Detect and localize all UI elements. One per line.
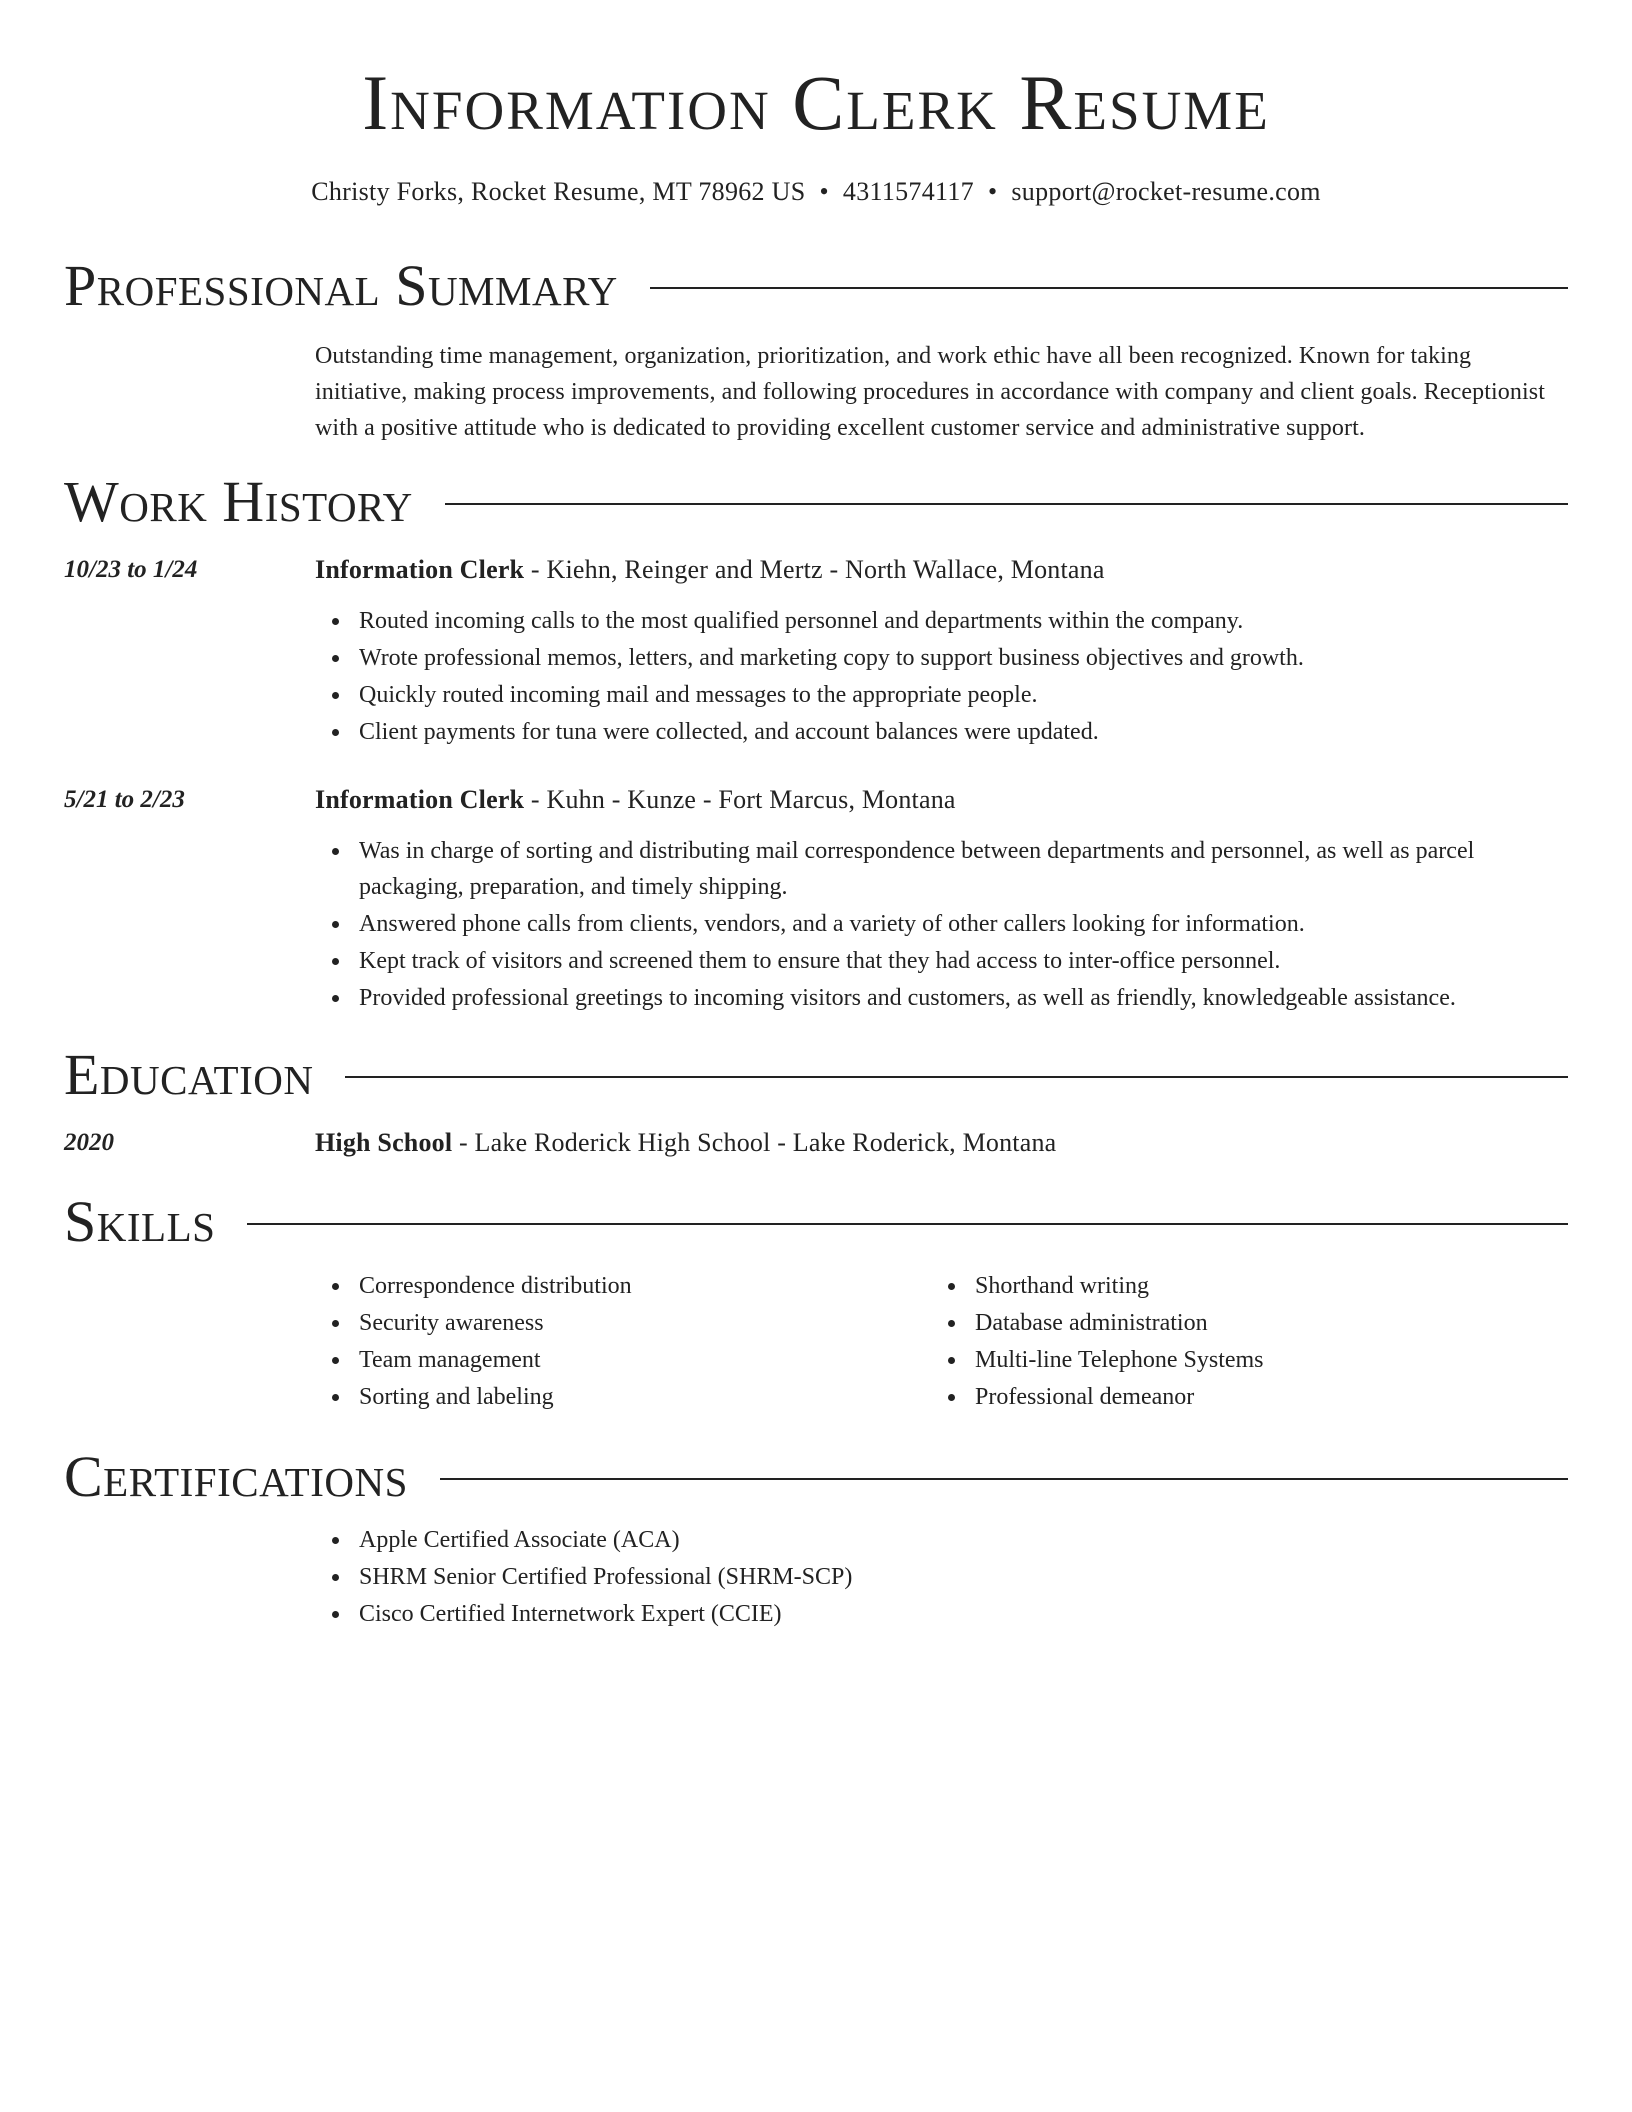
skill-item: Database administration bbox=[975, 1305, 1632, 1341]
list-item: Answered phone calls from clients, vendors, and a variety of other callers looking for information. bbox=[359, 906, 1568, 942]
list-item: Client payments for tuna were collected, and account balances were updated. bbox=[359, 714, 1568, 750]
skill-item: Sorting and labeling bbox=[359, 1379, 1568, 1415]
skills-list-right bbox=[931, 1268, 1632, 1416]
section-divider bbox=[247, 1223, 1568, 1225]
certification-item: Cisco Certified Internetwork Expert (CCIE) bbox=[359, 1596, 1568, 1632]
job-1-bullets bbox=[315, 603, 1568, 751]
job-2-dates: 5/21 to 2/23 bbox=[64, 786, 185, 813]
summary-paragraph: Outstanding time management, organization, prioritization, and work ethic have all been recognized. Known for taking initiative, making process improvements, and following procedures in accordance with company and client goals. Receptionist with a positive attitude who is dedicated to providing excellent customer service and administrative support. bbox=[315, 343, 1545, 441]
section-divider bbox=[440, 1478, 1568, 1480]
list-item: Wrote professional memos, letters, and marketing copy to support business objectives and growth. bbox=[359, 640, 1568, 676]
contact-line bbox=[0, 174, 1632, 210]
job-1-details: - Kiehn, Reinger and Mertz - North Wallace, Montana bbox=[524, 555, 1105, 584]
skill-item: Shorthand writing bbox=[975, 1268, 1632, 1304]
list-item: Routed incoming calls to the most qualified personnel and departments within the company. bbox=[359, 603, 1568, 639]
education-degree: High School bbox=[315, 1128, 453, 1157]
skills-heading-text: Skills bbox=[64, 1189, 216, 1254]
section-divider bbox=[345, 1076, 1568, 1078]
education-section-heading bbox=[64, 1043, 1568, 1107]
education-details: - Lake Roderick High School - Lake Roderick, Montana bbox=[452, 1128, 1057, 1157]
work-heading-text: Work History bbox=[64, 469, 413, 534]
page-title: Information Clerk Resume bbox=[362, 59, 1270, 146]
skill-item: Team management bbox=[359, 1342, 1568, 1378]
job-1-heading bbox=[315, 552, 1568, 588]
certification-item: Apple Certified Associate (ACA) bbox=[359, 1522, 1568, 1558]
certifications-list bbox=[315, 1522, 1568, 1633]
job-1-title: Information Clerk bbox=[315, 555, 525, 584]
contact-separator: • bbox=[987, 177, 998, 206]
section-divider bbox=[445, 503, 1568, 505]
education-entry bbox=[315, 1125, 1568, 1161]
contact-phone: 4311574117 bbox=[842, 177, 974, 206]
skill-item: Correspondence distribution bbox=[359, 1268, 1568, 1304]
work-section-heading bbox=[64, 470, 1568, 534]
skill-item: Multi-line Telephone Systems bbox=[975, 1342, 1632, 1378]
summary-heading-text: Professional Summary bbox=[64, 253, 618, 318]
job-2-details: - Kuhn - Kunze - Fort Marcus, Montana bbox=[524, 785, 956, 814]
certifications-heading-text: Certifications bbox=[64, 1444, 408, 1509]
contact-email: support@rocket-resume.com bbox=[1011, 177, 1321, 206]
education-year: 2020 bbox=[64, 1129, 114, 1156]
job-2-heading bbox=[315, 782, 1568, 818]
certification-item: SHRM Senior Certified Professional (SHRM-SCP) bbox=[359, 1559, 1568, 1595]
skill-item: Professional demeanor bbox=[975, 1379, 1632, 1415]
list-item: Quickly routed incoming mail and messages to the appropriate people. bbox=[359, 677, 1568, 713]
job-2-title: Information Clerk bbox=[315, 785, 525, 814]
contact-separator: • bbox=[819, 177, 829, 206]
section-divider bbox=[650, 287, 1568, 289]
skills-section-heading bbox=[64, 1190, 1568, 1254]
list-item: Provided professional greetings to incoming visitors and customers, as well as friendly, knowledgeable assistance. bbox=[359, 980, 1568, 1016]
skill-item: Security awareness bbox=[359, 1305, 1568, 1341]
job-1-dates: 10/23 to 1/24 bbox=[64, 556, 198, 583]
summary-section-heading bbox=[64, 254, 1568, 318]
certifications-section-heading bbox=[64, 1445, 1568, 1509]
contact-address: Christy Forks, Rocket Resume, MT 78962 US bbox=[311, 177, 806, 206]
job-2-bullets bbox=[315, 833, 1568, 1017]
list-item: Kept track of visitors and screened them to ensure that they had access to inter-office personnel. bbox=[359, 943, 1568, 979]
education-heading-text: Education bbox=[64, 1042, 314, 1107]
list-item: Was in charge of sorting and distributing mail correspondence between departments and personnel, as well as parcel packaging, preparation, and timely shipping. bbox=[359, 833, 1568, 905]
